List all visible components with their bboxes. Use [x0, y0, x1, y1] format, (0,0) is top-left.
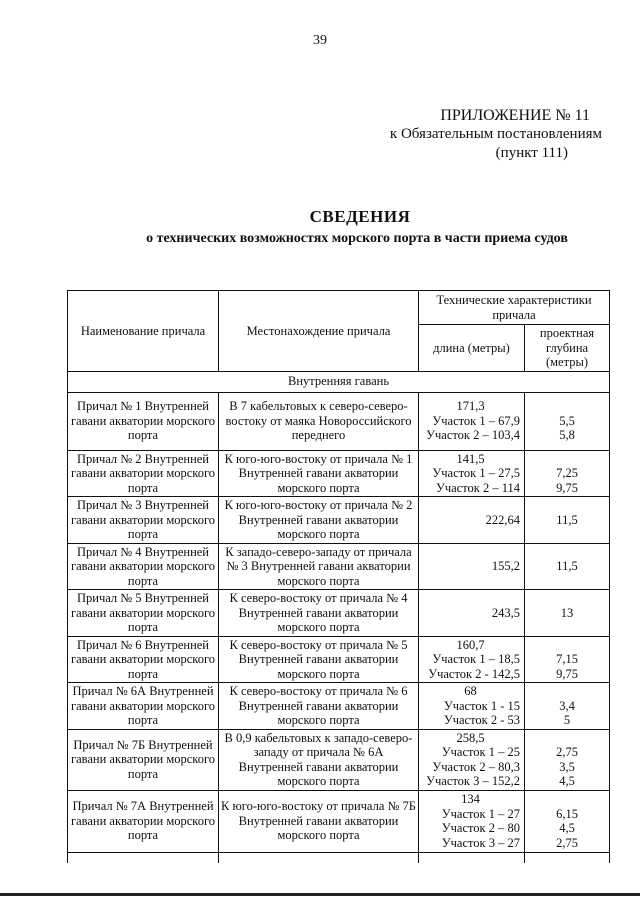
continued-cell [419, 852, 525, 863]
length-value: 160,7 [456, 637, 485, 652]
length-value: 134 [461, 792, 480, 806]
table-row [68, 450, 610, 497]
length-value: 155,2 [491, 559, 520, 573]
berth-location: К северо-востоку от причала № 5 Внутренней гавани акватории морского порта [219, 636, 419, 683]
berth-length [419, 636, 525, 683]
document-heading [0, 207, 640, 247]
depth-value: 9,75 [556, 480, 578, 495]
continued-cell [68, 852, 219, 863]
berth-depth [525, 590, 610, 637]
berth-location: К западо-северо-западу от причала № 3 Внутренней гавани акватории морского порта [219, 543, 419, 590]
depth-value: 5 [563, 713, 571, 727]
depth-value [527, 638, 607, 653]
depth-value: 11,5 [556, 559, 578, 573]
table-row [68, 729, 610, 790]
berth-length [419, 590, 525, 637]
depth-value: 6,15 [556, 806, 578, 821]
depth-value [527, 684, 607, 699]
berth-name: Причал № 4 Внутренней гавани акватории морского порта [68, 543, 219, 590]
continued-cell [219, 852, 419, 863]
continued-cell [525, 852, 610, 863]
depth-value: 4,5 [559, 821, 575, 835]
length-value: Участок 1 – 18,5 [432, 652, 520, 666]
berth-depth [525, 790, 610, 852]
berth-depth [525, 729, 610, 790]
page-bottom-edge [0, 893, 640, 896]
length-value: 141,5 [456, 451, 485, 466]
length-value: Участок 1 – 67,9 [432, 413, 520, 428]
berth-location: К юго-юго-востоку от причала № 1 Внутренней гавани акватории морского порта [219, 450, 419, 497]
length-value: 243,5 [491, 605, 520, 620]
berth-location: К юго-юго-востоку от причала № 7Б Внутренней гавани акватории морского порта [219, 790, 419, 852]
table-row [68, 543, 610, 590]
berth-name: Причал № 5 Внутренней гавани акватории морского порта [68, 590, 219, 637]
length-value: Участок 3 – 152,2 [426, 774, 520, 788]
continued-cell-marker: — [560, 853, 574, 862]
depth-value: 5,8 [559, 428, 575, 443]
berth-name: Причал № 1 Внутренней гавани акватории морского порта [68, 392, 219, 450]
berth-depth [525, 543, 610, 590]
section-inner-harbor: Внутренняя гавань [68, 371, 610, 392]
depth-value: 5,5 [559, 413, 575, 428]
berth-location: К юго-юго-востоку от причала № 2 Внутренней гавани акватории морского порта [219, 497, 419, 544]
berth-name: Причал № 6А Внутренней гавани акватории морского порта [68, 683, 219, 730]
berths-table [67, 290, 610, 863]
berth-name: Причал № 2 Внутренней гавани акватории морского порта [68, 450, 219, 497]
berth-length [419, 497, 525, 544]
table-row [68, 497, 610, 544]
depth-value: 9,75 [556, 666, 578, 681]
berth-depth [525, 683, 610, 730]
appendix-subtitle: к Обязательным постановлениям [389, 126, 602, 142]
length-value: Участок 2 - 142,5 [428, 666, 520, 681]
page-number: 39 [313, 33, 327, 48]
length-value: Участок 2 – 80 [441, 821, 520, 835]
berth-depth [525, 392, 610, 450]
depth-value: 7,25 [556, 466, 578, 480]
length-value: Участок 1 – 25 [441, 745, 520, 759]
heading-subtitle: о технических возможностях морского порта в части приема судов [146, 231, 568, 246]
length-value: Участок 1 – 27,5 [432, 466, 520, 480]
depth-value [527, 452, 607, 467]
depth-value: 2,75 [556, 745, 578, 759]
continued-cell-marker: — [136, 853, 150, 862]
table-row [68, 683, 610, 730]
depth-value [527, 399, 607, 414]
length-value: 258,5 [456, 730, 485, 745]
berth-name: Причал № 7А Внутренней гавани акватории морского порта [68, 790, 219, 852]
berth-depth [525, 450, 610, 497]
header-location: Местонахождение причала [219, 291, 419, 372]
berth-location: В 7 кабельтовых к северо-северо-востоку от маяка Новороссийского переднего [219, 392, 419, 450]
depth-value: 7,15 [556, 652, 578, 666]
table-row [68, 790, 610, 852]
length-value: 222,64 [485, 512, 520, 527]
header-length: длина (метры) [419, 325, 525, 372]
berth-length [419, 683, 525, 730]
appendix-block [390, 106, 602, 163]
depth-value [527, 792, 607, 807]
table-row [68, 636, 610, 683]
length-value: Участок 1 – 27 [441, 806, 520, 821]
berth-length [419, 729, 525, 790]
header-name: Наименование причала [68, 291, 219, 372]
length-value: 171,3 [456, 399, 485, 414]
depth-value: 3,5 [559, 759, 575, 774]
length-value: Участок 3 – 27 [441, 835, 520, 850]
table-row [68, 590, 610, 637]
heading-title: СВЕДЕНИЯ [309, 207, 411, 226]
table-row [68, 392, 610, 450]
berth-length [419, 392, 525, 450]
berth-name: Причал № 7Б Внутренней гавани акватории морского порта [68, 729, 219, 790]
berth-location: К северо-востоку от причала № 6 Внутренней гавани акватории морского порта [219, 683, 419, 730]
length-value: Участок 1 - 15 [443, 698, 520, 713]
berth-name: Причал № 6 Внутренней гавани акватории морского порта [68, 636, 219, 683]
length-value: Участок 2 – 80,3 [432, 759, 520, 774]
table-row-continued [68, 852, 610, 863]
depth-value: 3,4 [559, 698, 575, 713]
berth-depth [525, 497, 610, 544]
header-specs: Технические характеристики причала [419, 291, 610, 325]
length-value: Участок 2 – 114 [435, 480, 520, 495]
continued-cell-marker: — [465, 853, 478, 862]
length-value: Участок 2 – 103,4 [426, 428, 520, 443]
continued-cell-marker: — [312, 853, 325, 862]
berth-length [419, 790, 525, 852]
berth-name: Причал № 3 Внутренней гавани акватории морского порта [68, 497, 219, 544]
depth-value [527, 731, 607, 746]
appendix-title: ПРИЛОЖЕНИЕ № 11 [440, 107, 590, 124]
berth-location: К северо-востоку от причала № 4 Внутренней гавани акватории морского порта [219, 590, 419, 637]
depth-value: 11,5 [556, 512, 578, 527]
header-depth: проектная глубина (метры) [525, 325, 610, 372]
length-value: 68 [464, 684, 477, 698]
depth-value: 4,5 [559, 774, 575, 788]
depth-value: 13 [560, 605, 574, 620]
berth-length [419, 450, 525, 497]
length-value: Участок 2 - 53 [443, 713, 520, 727]
berth-location: В 0,9 кабельтовых к западо-северо-западу от причала № 6А Внутренней гавани акватории морского порта [219, 729, 419, 790]
appendix-point: (пункт 111) [495, 145, 568, 161]
berth-depth [525, 636, 610, 683]
berth-length [419, 543, 525, 590]
depth-value: 2,75 [556, 835, 578, 850]
